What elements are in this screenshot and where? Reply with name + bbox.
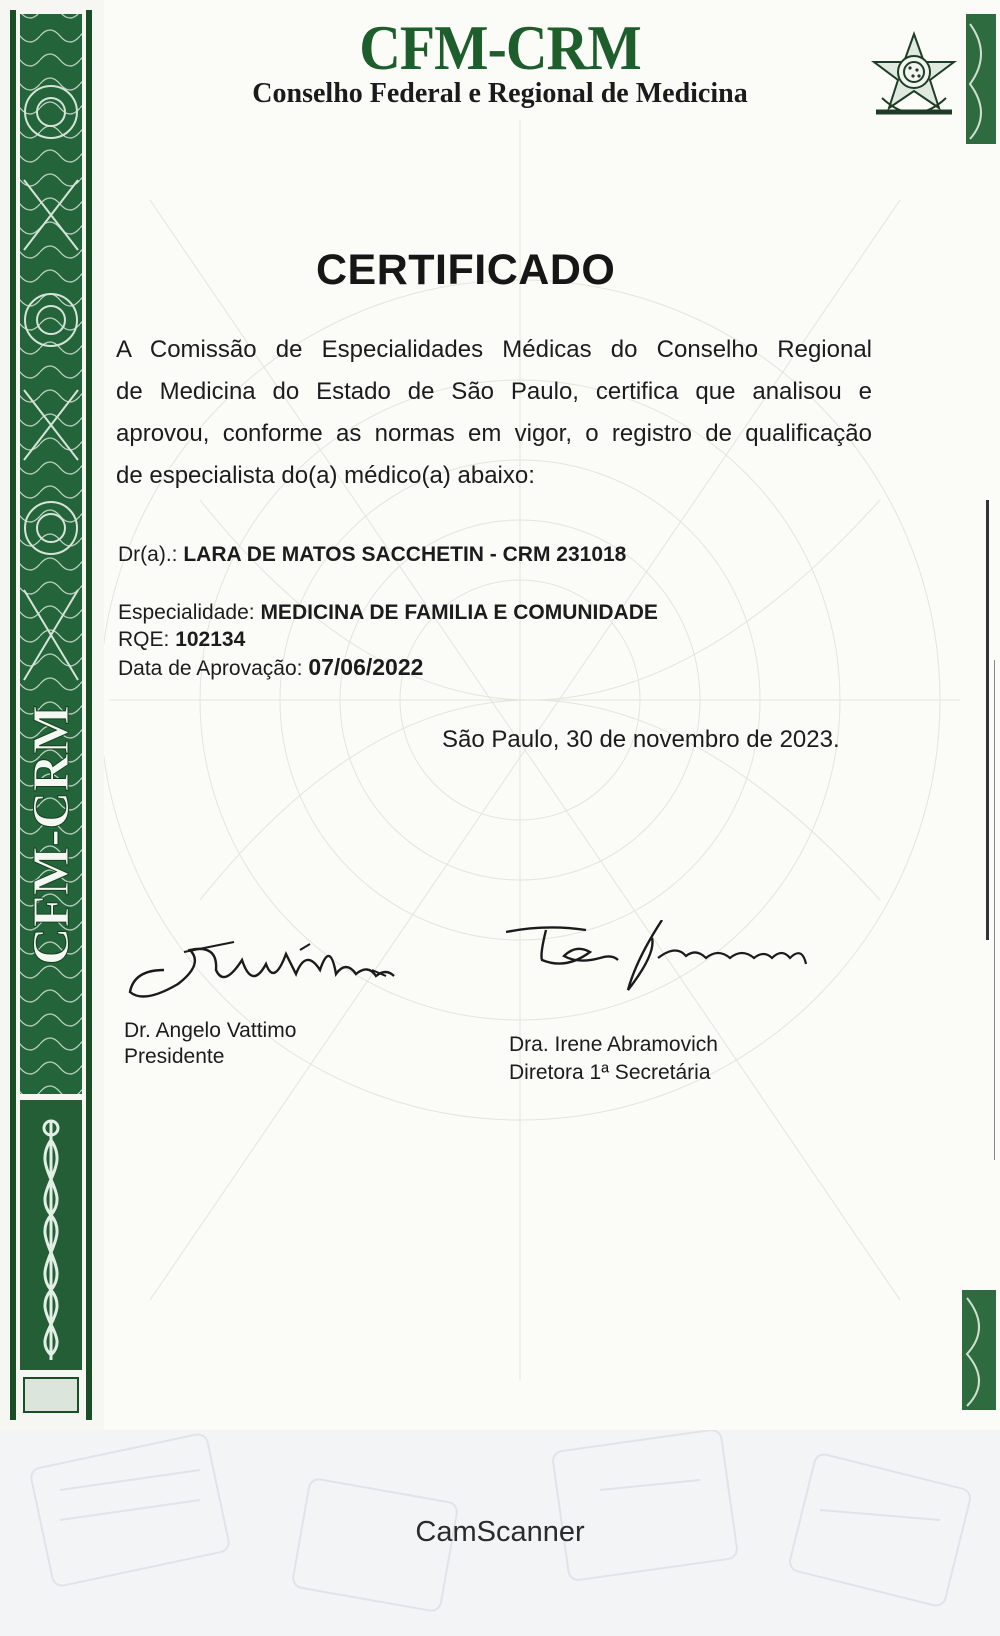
signature-angelo-vattimo (124, 930, 414, 1010)
signatory-1-name: Dr. Angelo Vattimo (124, 1019, 297, 1042)
doctor-value: LARA DE MATOS SACCHETIN - CRM 231018 (183, 543, 627, 566)
signatory-2-name: Dra. Irene Abramovich (509, 1033, 718, 1056)
certificate-title: CERTIFICADO (316, 246, 616, 294)
body-line-4: de especialista do(a) médico(a) abaixo: (116, 462, 535, 489)
specialty-field (118, 600, 658, 626)
body-line-1: A Comissão de Especialidades Médicas do Conselho Regional (116, 336, 872, 363)
signatory-1-role: Presidente (124, 1045, 225, 1068)
doctor-field (118, 542, 626, 568)
right-edge-rule-thin (994, 660, 995, 1160)
approval-label: Data de Aprovação: (118, 657, 303, 680)
border-vertical-text: CFM-CRM (23, 705, 80, 965)
header-subtitle: Conselho Federal e Regional de Medicina (252, 78, 748, 109)
right-bottom-ornament (962, 1290, 996, 1410)
coat-of-arms-icon (862, 28, 966, 132)
doctor-label: Dr(a).: (118, 543, 178, 566)
place-date: São Paulo, 30 de novembro de 2023. (442, 726, 840, 753)
specialty-value: MEDICINA DE FAMILIA E COMUNIDADE (260, 601, 658, 624)
signatory-2-role: Diretora 1ª Secretária (509, 1061, 711, 1084)
body-line-2: de Medicina do Estado de São Paulo, certifica que analisou e (116, 378, 872, 405)
right-edge-rule (986, 500, 989, 940)
header-brand: CFM-CRM (359, 12, 641, 83)
rqe-field (118, 627, 245, 653)
rqe-value: 102134 (175, 628, 246, 651)
specialty-label: Especialidade: (118, 601, 255, 624)
approval-field (118, 654, 423, 682)
rqe-label: RQE: (118, 628, 170, 651)
body-line-3: aprovou, conforme as normas em vigor, o registro de qualificação (116, 420, 872, 447)
camscanner-watermark: CamScanner (415, 1516, 585, 1548)
approval-value: 07/06/2022 (308, 654, 424, 680)
signature-irene-abramovich (506, 920, 816, 1020)
